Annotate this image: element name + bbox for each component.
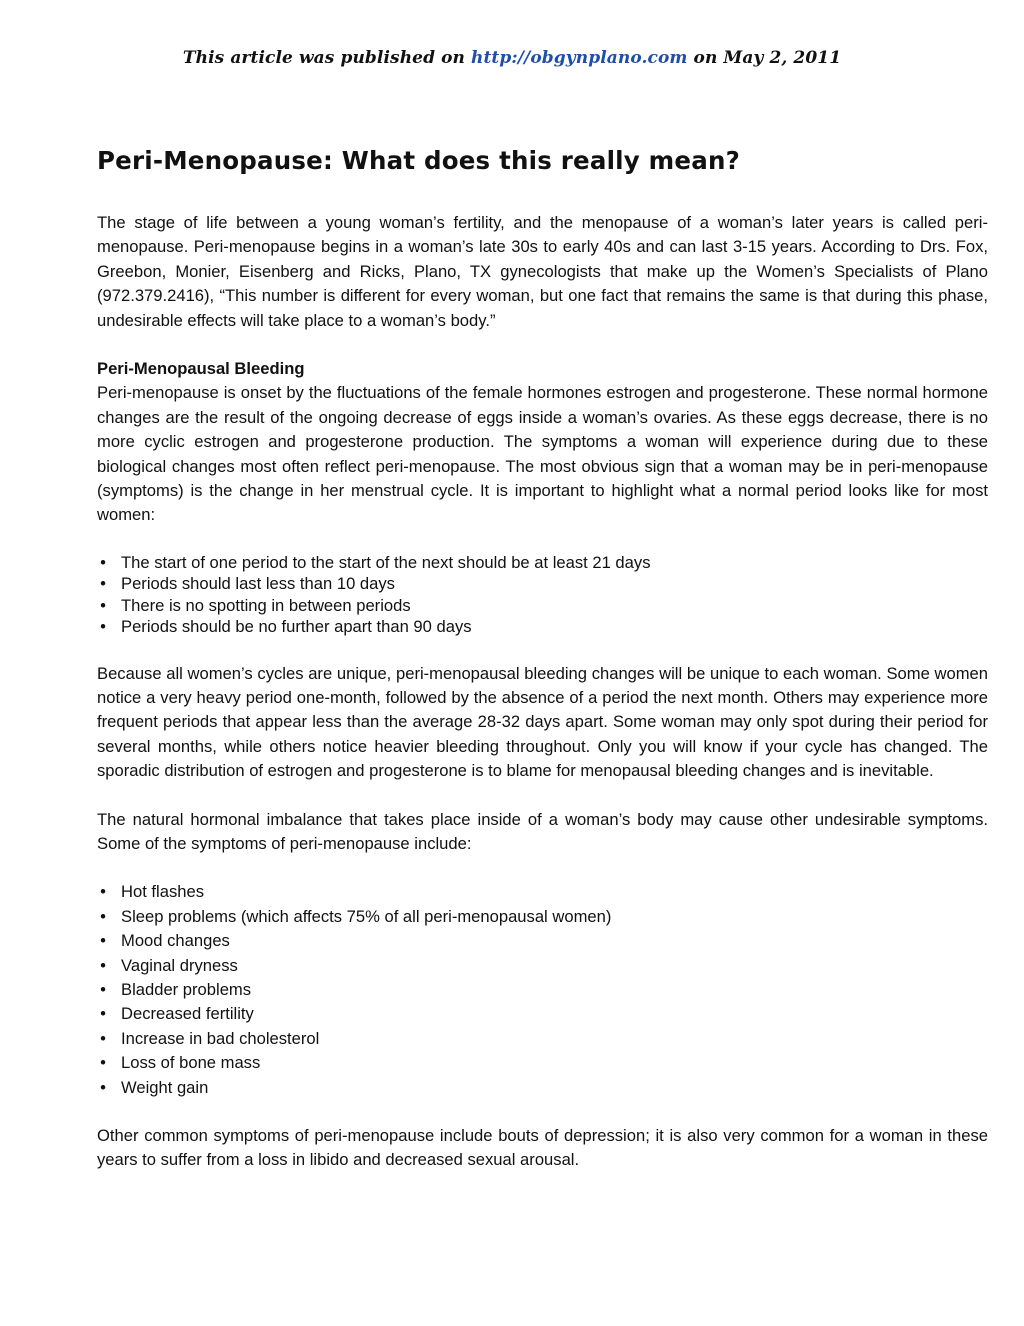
spacer: [97, 528, 988, 552]
spacer: [97, 784, 988, 808]
list-item: [97, 595, 988, 616]
list-item-text: Loss of bone mass: [121, 1053, 261, 1073]
bleeding-paragraph: Peri-menopause is onset by the fluctuations of the female hormones estrogen and progesterone. These normal hormone changes are the result of the ongoing decrease of eggs inside a woman’s ovaries. As these eggs decrease, there is no more cyclic estrogen and progesterone production. The symptoms a woman will experience during due to these biological changes most often reflect peri-menopause. The most obvious sign that a woman may be in peri-menopause (symptoms) is the change in her menstrual cycle. It is important to highlight what a normal period looks like for most women:: [97, 383, 988, 525]
list-item: [97, 1076, 988, 1100]
publication-prefix: This article was published on: [182, 48, 465, 68]
cycles-paragraph: Because all women’s cycles are unique, peri-menopausal bleeding changes will be unique to each woman. Some women notice a very heavy period one-month, followed by the absence of a period the next month. Others may experience more frequent periods that appear less than the average 28-32 days apart. Some woman may only spot during their period for several months, while others notice heavier bleeding throughout. Only you will know if your cycle has changed. The sporadic distribution of estrogen and progesterone is to blame for menopausal bleeding changes and is inevitable.: [97, 663, 988, 781]
imbalance-paragraph: The natural hormonal imbalance that takes place inside of a woman’s body may cause other undesirable symptoms. Some of the symptoms of peri-menopause include:: [97, 809, 988, 853]
list-item: [97, 1002, 988, 1026]
list-item-text: Hot flashes: [121, 882, 205, 902]
list-item-text: There is no spotting in between periods: [121, 595, 411, 615]
list-item: [97, 573, 988, 594]
list-item-text: Bladder problems: [121, 979, 252, 999]
bullet-icon: •: [100, 617, 106, 637]
spacer: [97, 333, 988, 357]
list-item-text: The start of one period to the start of the next should be at least 21 days: [121, 552, 651, 572]
bullet-icon: •: [100, 979, 106, 999]
bullet-icon: •: [100, 931, 106, 951]
list-item: [97, 929, 988, 953]
bullet-icon: •: [100, 1053, 106, 1073]
bullet-icon: •: [100, 1004, 106, 1024]
article-body: [97, 211, 988, 1173]
list-item: [97, 954, 988, 978]
spacer: [97, 638, 988, 662]
list-item-text: Decreased fertility: [121, 1004, 254, 1024]
list-item: [97, 1051, 988, 1075]
spacer: [97, 856, 988, 880]
section-heading: Peri-Menopausal Bleeding: [97, 359, 305, 379]
list-item-text: Periods should be no further apart than 90 days: [121, 617, 472, 637]
article-title: Peri-Menopause: What does this really mean?: [97, 146, 740, 175]
list-item-text: Sleep problems (which affects 75% of all peri-menopausal women): [121, 906, 612, 926]
bullet-icon: •: [100, 574, 106, 594]
bullet-icon: •: [100, 595, 106, 615]
symptoms-list: [97, 880, 988, 1100]
list-item: [97, 880, 988, 904]
list-item-text: Mood changes: [121, 931, 230, 951]
bullet-icon: •: [100, 1028, 106, 1048]
publication-date: on May 2, 2011: [693, 48, 842, 68]
list-item-text: Weight gain: [121, 1077, 209, 1097]
bullet-icon: •: [100, 552, 106, 572]
list-item: [97, 552, 988, 573]
publication-line: [0, 48, 1024, 68]
list-item: [97, 1027, 988, 1051]
bullet-icon: •: [100, 955, 106, 975]
list-item-text: Vaginal dryness: [121, 955, 238, 975]
list-item-text: Periods should last less than 10 days: [121, 574, 395, 594]
bullet-icon: •: [100, 1077, 106, 1097]
normal-period-list: [97, 552, 988, 638]
intro-paragraph: The stage of life between a young woman’s fertility, and the menopause of a woman’s later years is called peri-menopause. Peri-menopause begins in a woman’s late 30s to early 40s and can last 3-15 years. According to Drs. Fox, Greebon, Monier, Eisenberg and Ricks, Plano, TX gynecologists that make up the Women’s Specialists of Plano (972.379.2416), “This number is different for every woman, but one fact that remains the same is that during this phase, undesirable effects will take place to a woman’s body.”: [97, 213, 988, 330]
closing-paragraph: Other common symptoms of peri-menopause include bouts of depression; it is also very common for a woman in these years to suffer from a loss in libido and decreased sexual arousal.: [97, 1126, 988, 1170]
list-item-text: Increase in bad cholesterol: [121, 1028, 320, 1048]
bullet-icon: •: [100, 906, 106, 926]
list-item: [97, 616, 988, 637]
list-item: [97, 978, 988, 1002]
bullet-icon: •: [100, 882, 106, 902]
publication-link[interactable]: http://obgynplano.com: [471, 48, 688, 68]
list-item: [97, 905, 988, 929]
spacer: [97, 1100, 988, 1124]
